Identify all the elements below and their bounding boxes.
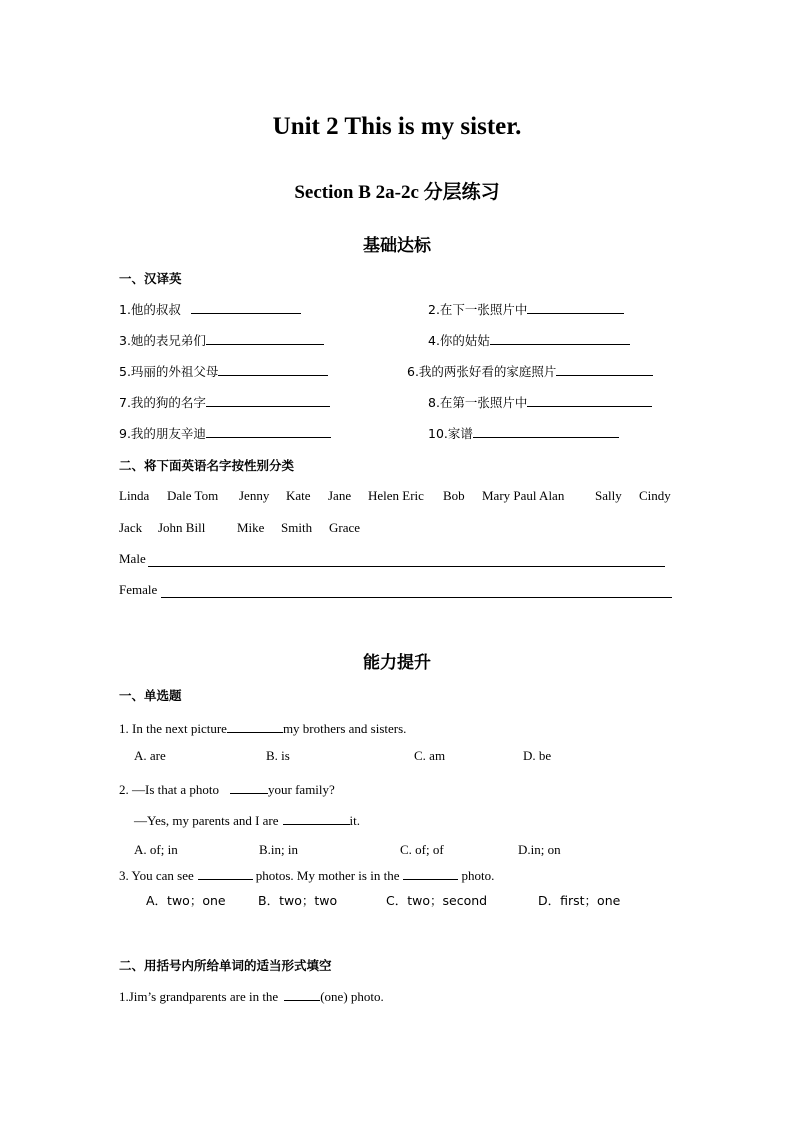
name-word: Kate: [286, 488, 311, 503]
translation-item: 8.在第一张照片中: [428, 393, 652, 411]
name-word: Helen Eric: [368, 488, 424, 503]
page-subtitle: Section B 2a-2c 分层练习: [294, 182, 500, 203]
answer-blank[interactable]: [283, 811, 350, 825]
translation-item: 3.她的表兄弟们: [119, 331, 324, 349]
name-word: Smith: [281, 520, 313, 535]
translation-item: 2.在下一张照片中: [428, 300, 624, 318]
answer-blank[interactable]: [206, 393, 330, 407]
answer-blank[interactable]: [284, 987, 320, 1001]
option-a[interactable]: A．two；one: [146, 893, 226, 908]
multiple-choice-heading: 一、单选题: [119, 688, 182, 703]
option-a[interactable]: A. are: [134, 748, 166, 763]
section-heading-advanced: 能力提升: [363, 653, 431, 672]
name-word: Jenny: [239, 488, 270, 503]
question-1-stem: 1. In the next picture my brothers and sisters.: [119, 721, 407, 736]
fill-in-question-1: 1.Jim’s grandparents are in the (one) photo.: [119, 989, 384, 1004]
name-word: Jack: [119, 520, 143, 535]
answer-blank[interactable]: [527, 300, 624, 314]
answer-blank[interactable]: [556, 362, 653, 376]
fill-in-heading: 二、用括号内所给单词的适当形式填空: [119, 958, 332, 973]
answer-blank[interactable]: [403, 866, 458, 880]
translation-item: 9.我的朋友辛迪: [119, 424, 331, 442]
answer-blank[interactable]: [473, 424, 619, 438]
answer-blank[interactable]: [227, 719, 283, 733]
answer-blank[interactable]: [490, 331, 630, 345]
option-c[interactable]: C．two；second: [386, 893, 488, 908]
question-3-stem: 3. You can see photos. My mother is in the photo.: [119, 868, 495, 883]
female-label: Female: [119, 582, 158, 597]
question-2-stem: 2. —Is that a photo your family?: [119, 782, 335, 797]
question-2-reply: —Yes, my parents and I are it.: [134, 813, 361, 828]
name-word: Mary Paul Alan: [482, 488, 565, 503]
answer-blank[interactable]: [206, 424, 331, 438]
answer-blank[interactable]: [527, 393, 652, 407]
name-word: Sally: [595, 488, 622, 503]
option-c[interactable]: C. of; of: [400, 842, 444, 857]
answer-blank[interactable]: [191, 300, 301, 314]
translation-item: 6.我的两张好看的家庭照片: [407, 362, 653, 380]
name-word: Bob: [443, 488, 465, 503]
option-b[interactable]: B．two；two: [258, 893, 338, 908]
translation-item: 10.家谱: [428, 424, 619, 442]
answer-blank[interactable]: [230, 780, 268, 794]
male-answer-line[interactable]: [148, 566, 665, 567]
answer-blank[interactable]: [218, 362, 328, 376]
page-title: Unit 2 This is my sister.: [272, 113, 522, 140]
female-answer-line[interactable]: [161, 597, 672, 598]
option-a[interactable]: A. of; in: [134, 842, 178, 857]
option-d[interactable]: D．first；one: [538, 893, 621, 908]
answer-blank[interactable]: [206, 331, 324, 345]
name-word: Grace: [329, 520, 361, 535]
translation-item: 5.玛丽的外祖父母: [119, 362, 328, 380]
option-b[interactable]: B.in; in: [259, 842, 299, 857]
name-word: Jane: [328, 488, 352, 503]
name-sort-heading: 二、将下面英语名字按性别分类: [119, 458, 295, 473]
option-c[interactable]: C. am: [414, 748, 446, 763]
translation-item: 1.他的叔叔: [119, 300, 301, 318]
name-word: John Bill: [158, 520, 206, 535]
option-d[interactable]: D.in; on: [518, 842, 561, 857]
translation-heading: 一、汉译英: [119, 271, 182, 286]
answer-blank[interactable]: [198, 866, 253, 880]
translation-item: 4.你的姑姑: [428, 331, 630, 349]
name-word: Dale Tom: [167, 488, 219, 503]
option-d[interactable]: D. be: [523, 748, 552, 763]
name-word: Linda: [119, 488, 150, 503]
section-heading-basic: 基础达标: [363, 236, 431, 255]
option-b[interactable]: B. is: [266, 748, 290, 763]
translation-item: 7.我的狗的名字: [119, 393, 330, 411]
name-word: Cindy: [639, 488, 671, 503]
male-label: Male: [119, 551, 146, 566]
name-word: Mike: [237, 520, 265, 535]
